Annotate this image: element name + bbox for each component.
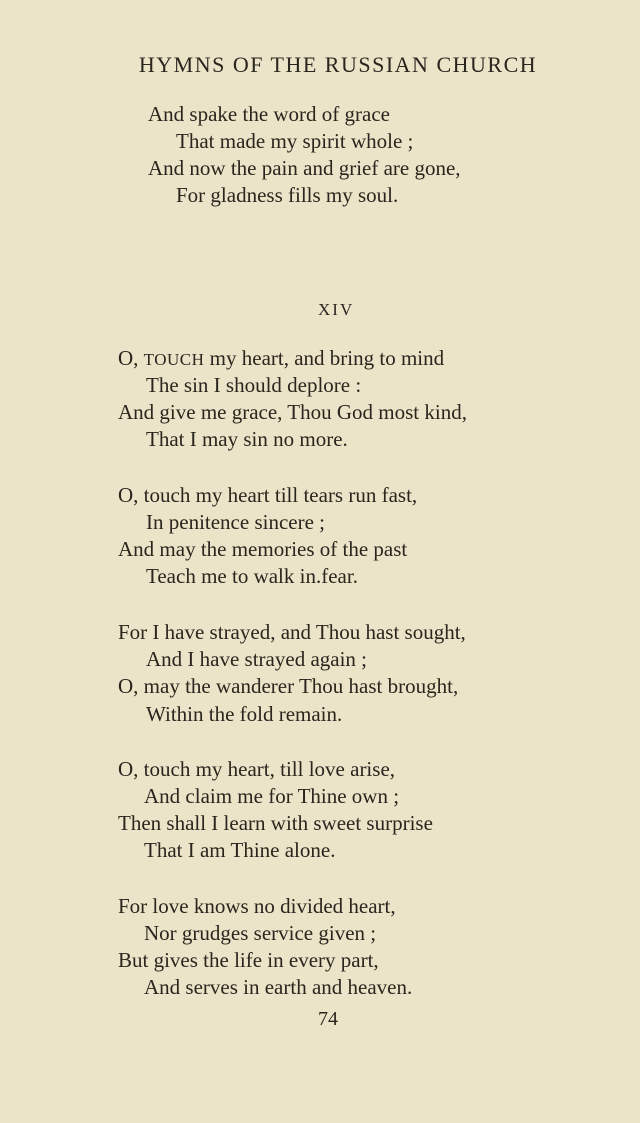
verse-line: And may the memories of the past [118, 537, 408, 561]
running-head: HYMNS OF THE RUSSIAN CHURCH [138, 52, 538, 77]
verse-line: O, touch my heart till tears run fast, [118, 483, 418, 507]
first-line-lead: O, [118, 346, 144, 370]
verse-line: For gladness fills my soul. [176, 183, 399, 207]
verse-line: And spake the word of grace [148, 102, 390, 126]
first-line-rest: my heart, and bring to mind [204, 346, 445, 370]
verse-line: That I am Thine alone. [144, 838, 336, 862]
verse-line: Then shall I learn with sweet surprise [118, 811, 433, 835]
verse-line: Nor grudges service given ; [144, 921, 377, 945]
verse-line: But gives the life in every part, [118, 948, 379, 972]
verse-line [118, 346, 444, 371]
verse-line: And claim me for Thine own ; [144, 784, 400, 808]
verse-line: That made my spirit whole ; [176, 129, 414, 153]
verse-line: For love knows no divided heart, [118, 894, 396, 918]
verse-line: And give me grace, Thou God most kind, [118, 400, 467, 424]
verse-line: And now the pain and grief are gone, [148, 156, 461, 180]
verse-line: Within the fold remain. [146, 702, 343, 726]
section-number: XIV [318, 300, 355, 319]
first-word-small-caps: TOUCH [143, 350, 205, 369]
verse-line: And serves in earth and heaven. [144, 975, 413, 999]
page-number: 74 [318, 1008, 338, 1030]
verse-line: That I may sin no more. [146, 427, 348, 451]
verse-line: Teach me to walk in.fear. [146, 564, 358, 588]
verse-line: O, touch my heart, till love arise, [118, 757, 396, 781]
verse-line: In penitence sincere ; [146, 510, 325, 534]
verse-line: And I have strayed again ; [146, 647, 368, 671]
verse-line: O, may the wanderer Thou hast brought, [118, 674, 459, 698]
verse-line: The sin I should deplore : [146, 373, 362, 397]
verse-line: For I have strayed, and Thou hast sought, [118, 620, 466, 644]
